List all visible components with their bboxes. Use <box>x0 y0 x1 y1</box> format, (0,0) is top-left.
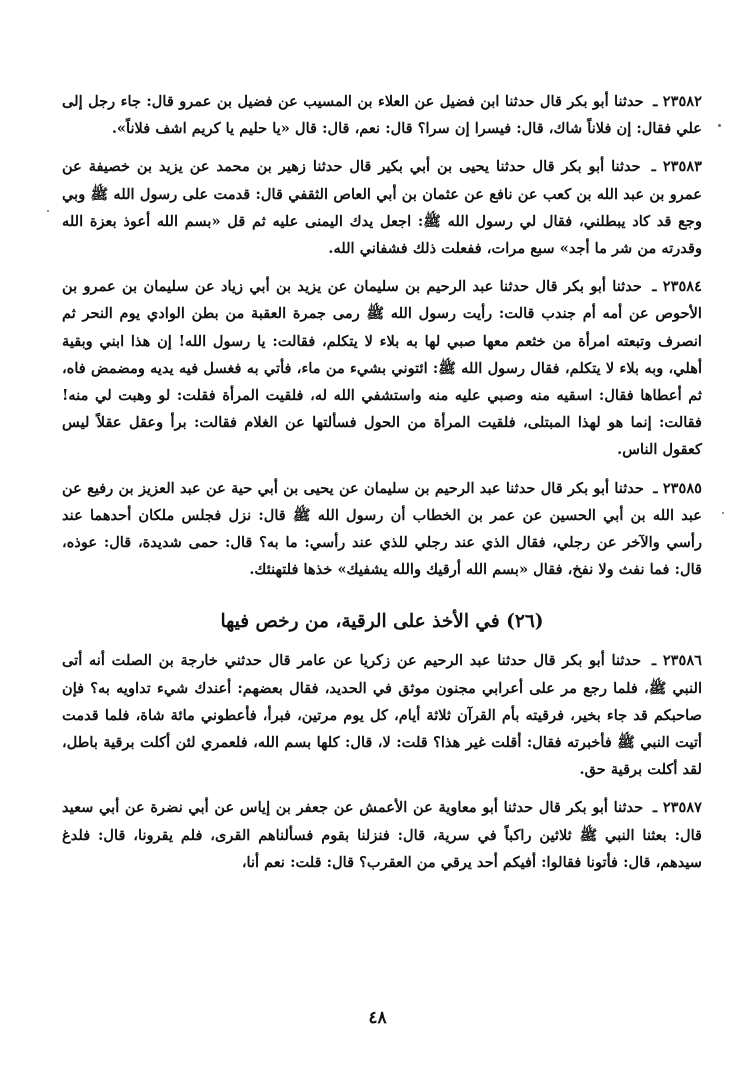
chapter-heading: (٢٦) في الأخذ على الرقية، من رخص فيها <box>220 611 544 633</box>
hadith-23582 <box>62 88 702 142</box>
scan-speck <box>47 210 49 212</box>
hadith-text: حدثنا أبو بكر قال حدثنا ابن فضيل عن العلاء بن المسيب عن فضيل بن عمرو قال: جاء رجل إلى علي فقال: إن فلاناً شاك، قال: فيسرا إن سرا؟ قال: نعم، قال: قال «يا حليم يا كريم اشف فلاناً». <box>62 93 702 138</box>
hadith-number: ٢٣٥٨٦ ـ <box>651 652 703 670</box>
hadith-text: حدثنا أبو بكر قال حدثنا عبد الرحيم بن سليمان عن يزيد بن أبي زياد عن سليمان بن عمرو بن الأحوص عن أمه أم جندب قالت: رأيت رسول الله ﷺ رمى جمرة العقبة من بطن الوادي يوم النحر ثم انصرف وتبعته امرأة من خثعم معها صبي لها به بلاء لا يتكلم، فقالت: يا رسول الله! إن هذا ابني وبقية أهلي، وبه بلاء لا يتكلم، فقال رسول الله ﷺ: ائتوني بشيء من ماء، فأتي به فغسل فيه يديه ومضمض فاه، ثم أعطاها فقال: اسقيه منه وصبي عليه منه واستشفي الله له، فلقيت المرأة فقلت: لو وهبت لي منه! فقالت: إنما هو لهذا المبتلى، فلقيت المرأة من الحول فسألتها عن الغلام فقالت: برأ وعقل عقلاً ليس كعقول الناس. <box>62 278 702 459</box>
hadith-number: ٢٣٥٨٧ ـ <box>652 799 703 817</box>
hadith-23584 <box>62 273 702 463</box>
hadith-text: حدثنا أبو بكر قال حدثنا أبو معاوية عن الأعمش عن جعفر بن إياس عن أبي نضرة عن أبي سعيد قال: بعثنا النبي ﷺ ثلاثين راكباً في سرية، قال: فنزلنا بقوم فسألناهم القرى، فلم يقرونا، قال: فلدغ سيدهم، قال: فأتونا فقالوا: أفيكم أحد يرقي من العقرب؟ قال: قلت: نعم أنا، <box>62 799 702 871</box>
hadith-number: ٢٣٥٨٤ ـ <box>652 278 702 296</box>
scan-speck <box>722 512 724 514</box>
hadith-23583 <box>62 153 702 262</box>
hadith-23586 <box>62 647 702 783</box>
hadith-23587 <box>62 794 702 876</box>
page-number: ٤٨ <box>368 1008 387 1028</box>
hadith-text: حدثنا أبو بكر قال حدثنا يحيى بن أبي بكير قال حدثنا زهير بن محمد عن يزيد بن خصيفة عن عمرو بن عبد الله بن كعب عن نافع عن عثمان بن أبي العاص الثقفي قال: قدمت على رسول الله ﷺ وبي وجع قد كاد يبطلني، فقال لي رسول الله ﷺ: اجعل يدك اليمنى عليه ثم قل «بسم الله أعوذ بعزة الله وقدرته من شر ما أجد» سبع مرات، ففعلت ذلك فشفاني الله. <box>62 158 702 258</box>
hadith-text: حدثنا أبو بكر قال حدثنا عبد الرحيم عن زكريا عن عامر قال حدثني خارجة بن الصلت أنه أتى النبي ﷺ، فلما رجع مر على أعرابي مجنون موثق في الحديد، فقال بعضهم: أعندك شيء تداويه به؟ فإن صاحبكم قد جاء بخير، فرقيته بأم القرآن ثلاثة أيام، كل يوم مرتين، فبرأ، فأعطوني مائة شاة، فلما قدمت أتيت النبي ﷺ فأخبرته فقال: أقلت غير هذا؟ قلت: لا، قال: كلها بسم الله، فلعمري لئن أكلت برقية باطل، لقد أكلت برقية حق. <box>62 652 702 779</box>
hadith-number: ٢٣٥٨٢ ـ <box>653 93 702 110</box>
hadith-23585 <box>62 475 702 584</box>
hadith-text: حدثنا أبو بكر قال حدثنا عبد الرحيم بن سليمان عن يحيى بن أبي حية عن عبد العزيز بن رفيع عن عبد الله بن أبي الحسين عن عمر بن الخطاب أن رسول الله ﷺ قال: نزل فجلس ملكان أحدهما عند رأسي والآخر عن رجلي، فقال الذي عند رجلي للذي عند رأسي: ما به؟ قال: حمى شديدة، قال: عوذه، قال: فما نفث ولا نفخ، فقال «بسم الله أرقيك والله يشفيك» خذها فلتهنئك. <box>62 479 702 579</box>
page-content <box>62 88 702 887</box>
scan-speck <box>718 124 721 127</box>
hadith-number: ٢٣٥٨٣ ـ <box>651 158 703 176</box>
hadith-number: ٢٣٥٨٥ ـ <box>653 479 703 497</box>
